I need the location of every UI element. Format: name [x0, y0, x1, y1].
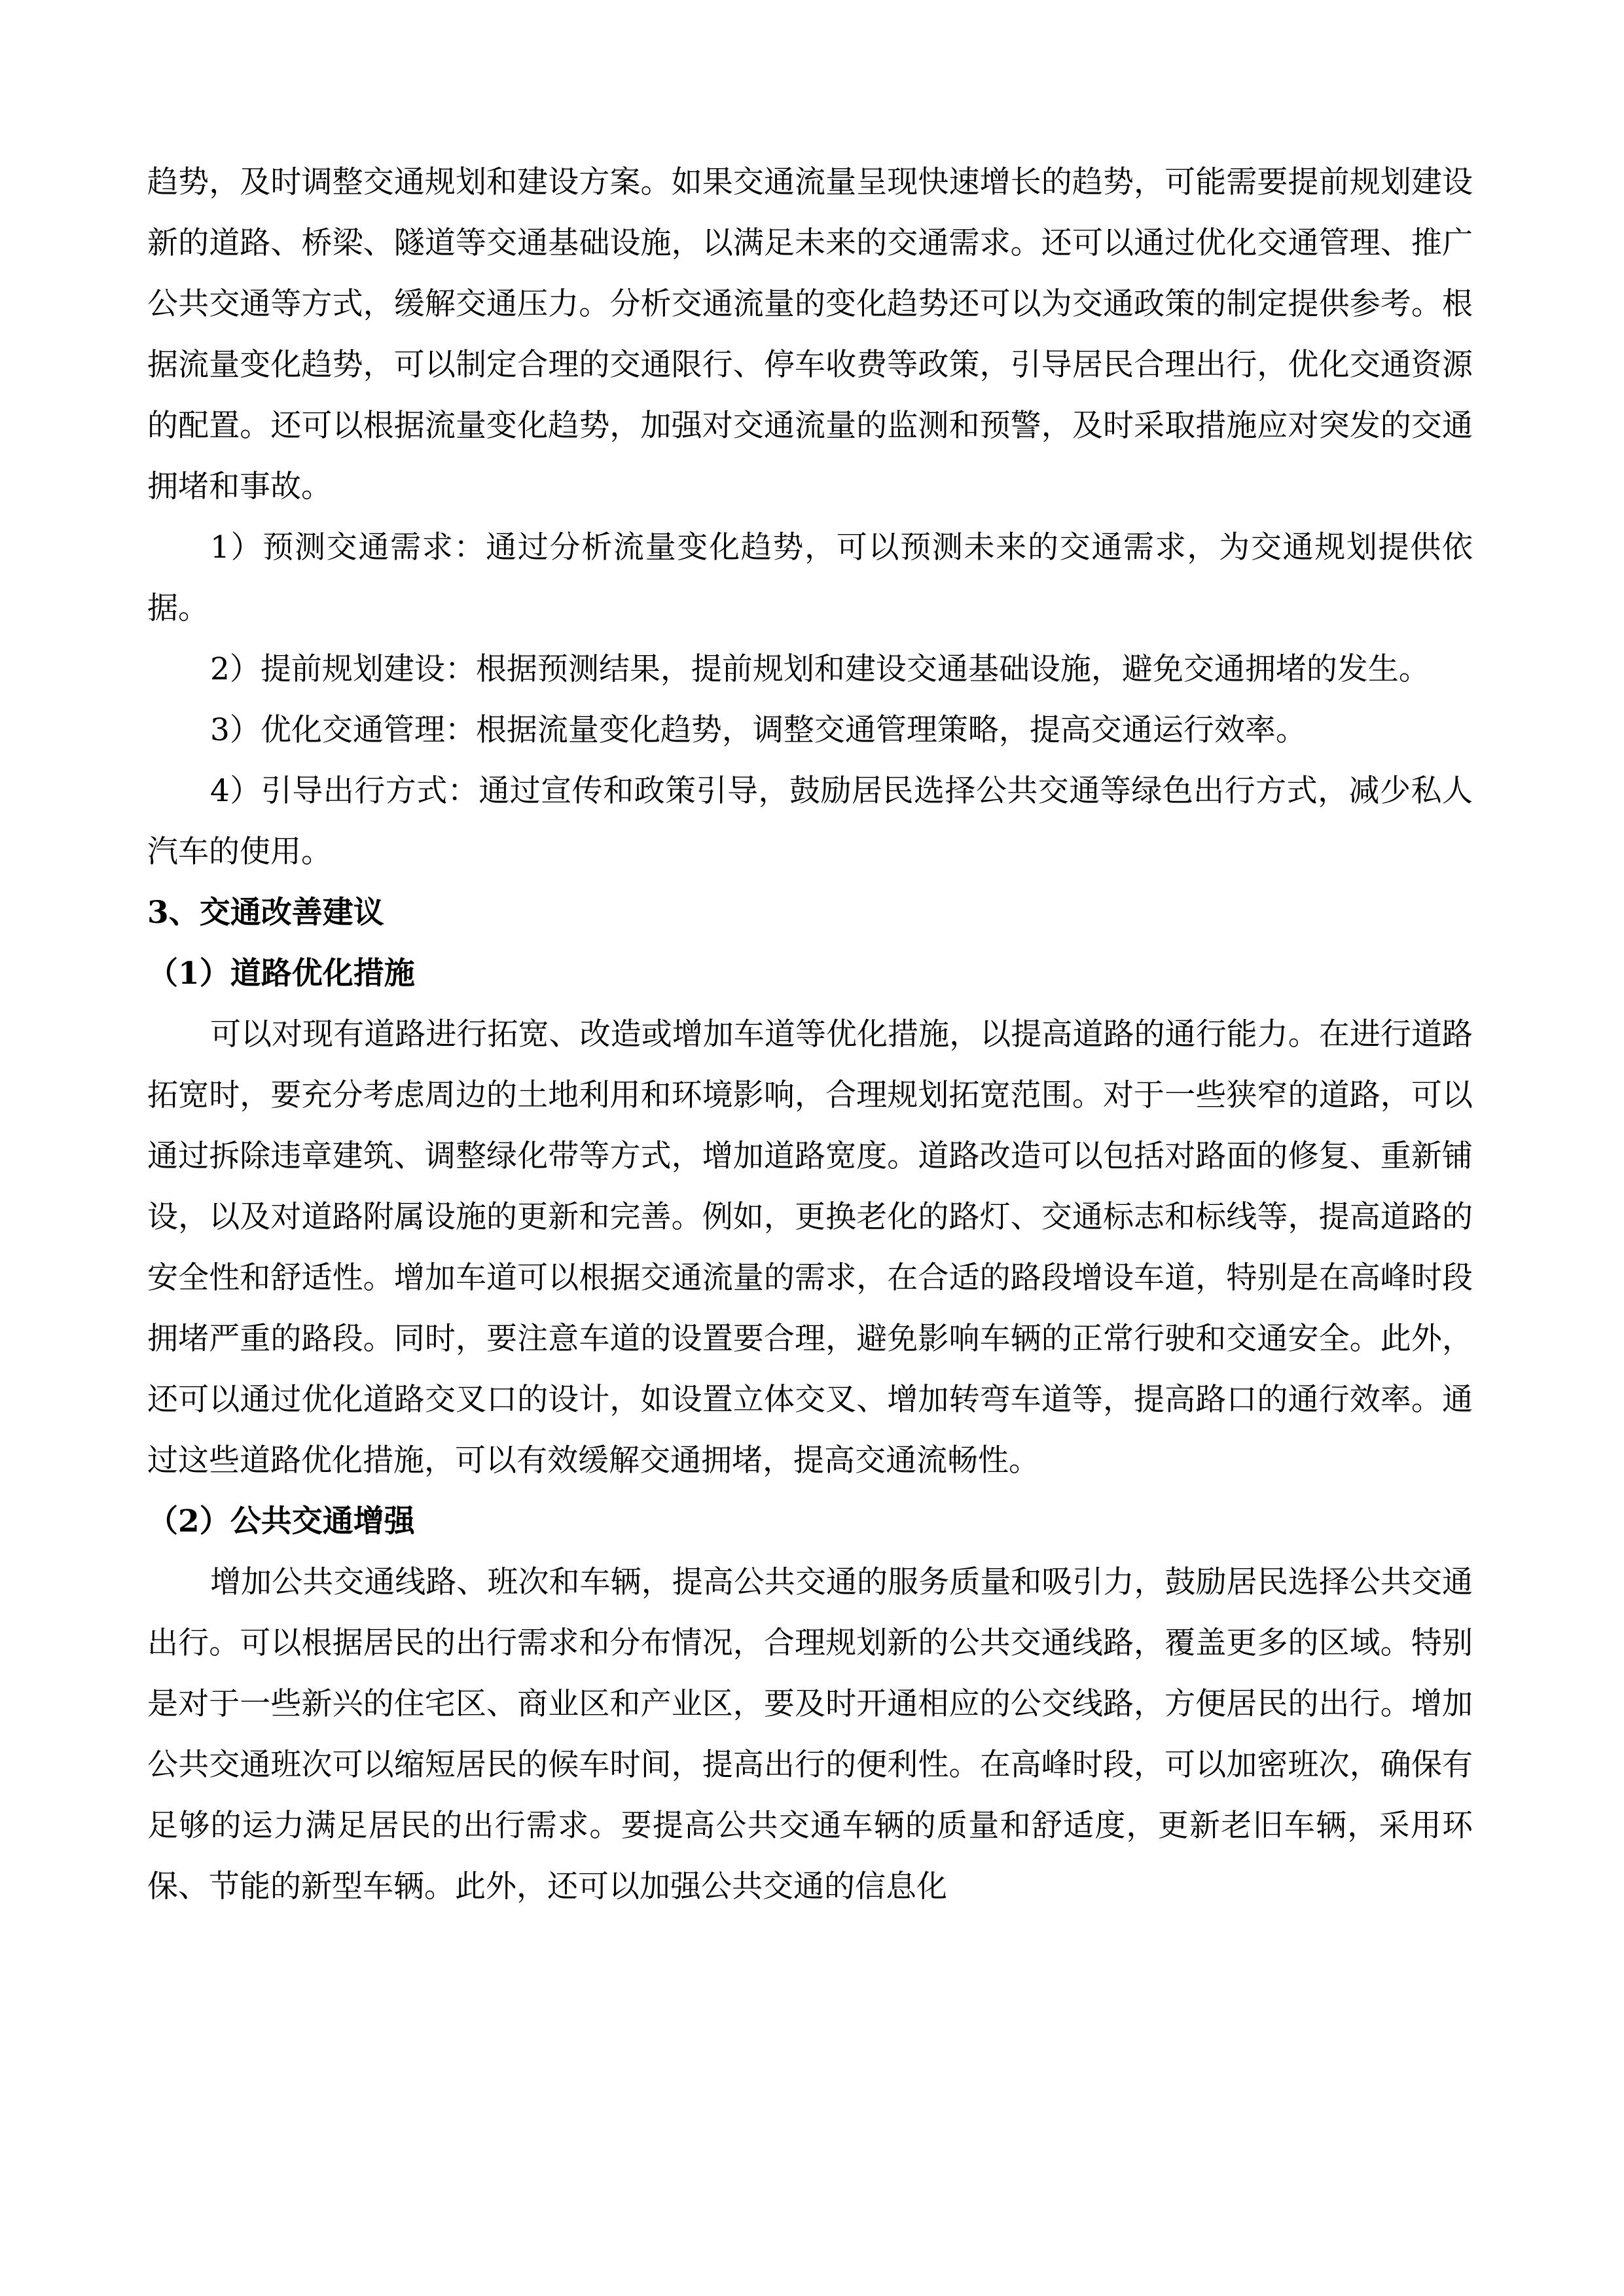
list-item-1-forecast-demand: 1）预测交通需求：通过分析流量变化趋势，可以预测未来的交通需求，为交通规划提供依据。: [147, 529, 1473, 626]
paragraph-traffic-trend-analysis: 趋势，及时调整交通规划和建设方案。如果交通流量呈现快速增长的趋势，可能需要提前规划建设新的道路、桥梁、隧道等交通基础设施，以满足未来的交通需求。还可以通过优化交通管理、推广公共交通等方式，缓解交通压力。分析交通流量的变化趋势还可以为交通政策的制定提供参考。根据流量变化趋势，可以制定合理的交通限行、停车收费等政策，引导居民合理出行，优化交通资源的配置。还可以根据流量变化趋势，加强对交通流量的监测和预警，及时采取措施应对突发的交通拥堵和事故。: [147, 164, 1473, 505]
list-item-2-advance-planning: 2）提前规划建设：根据预测结果，提前规划和建设交通基础设施，避免交通拥堵的发生。: [210, 651, 1430, 687]
heading-traffic-improvement-suggestions: 3、交通改善建议: [147, 895, 384, 931]
list-item-4-guide-travel-mode: 4）引导出行方式：通过宣传和政策引导，鼓励居民选择公共交通等绿色出行方式，减少私人汽车的使用。: [147, 773, 1473, 870]
list-item-3-optimize-management: 3）优化交通管理：根据流量变化趋势，调整交通管理策略，提高交通运行效率。: [210, 712, 1307, 748]
subheading-road-optimization-measures: （1）道路优化措施: [147, 956, 415, 992]
document-body: [147, 152, 1473, 1917]
paragraph-public-transport: 增加公共交通线路、班次和车辆，提高公共交通的服务质量和吸引力，鼓励居民选择公共交通出行。可以根据居民的出行需求和分布情况，合理规划新的公共交通线路，覆盖更多的区域。特别是对于一些新兴的住宅区、商业区和产业区，要及时开通相应的公交线路，方便居民的出行。增加公共交通班次可以缩短居民的候车时间，提高出行的便利性。在高峰时段，可以加密班次，确保有足够的运力满足居民的出行需求。要提高公共交通车辆的质量和舒适度，更新老旧车辆，采用环保、节能的新型车辆。此外，还可以加强公共交通的信息化: [147, 1564, 1473, 1905]
paragraph-road-optimization: 可以对现有道路进行拓宽、改造或增加车道等优化措施，以提高道路的通行能力。在进行道路拓宽时，要充分考虑周边的土地利用和环境影响，合理规划拓宽范围。对于一些狭窄的道路，可以通过拆除违章建筑、调整绿化带等方式，增加道路宽度。道路改造可以包括对路面的修复、重新铺设，以及对道路附属设施的更新和完善。例如，更换老化的路灯、交通标志和标线等，提高道路的安全性和舒适性。增加车道可以根据交通流量的需求，在合适的路段增设车道，特别是在高峰时段拥堵严重的路段。同时，要注意车道的设置要合理，避免影响车辆的正常行驶和交通安全。此外，还可以通过优化道路交叉口的设计，如设置立体交叉、增加转弯车道等，提高路口的通行效率。通过这些道路优化措施，可以有效缓解交通拥堵，提高交通流畅性。: [147, 1016, 1473, 1479]
subheading-public-transport-enhancement: （2）公共交通增强: [147, 1503, 415, 1539]
